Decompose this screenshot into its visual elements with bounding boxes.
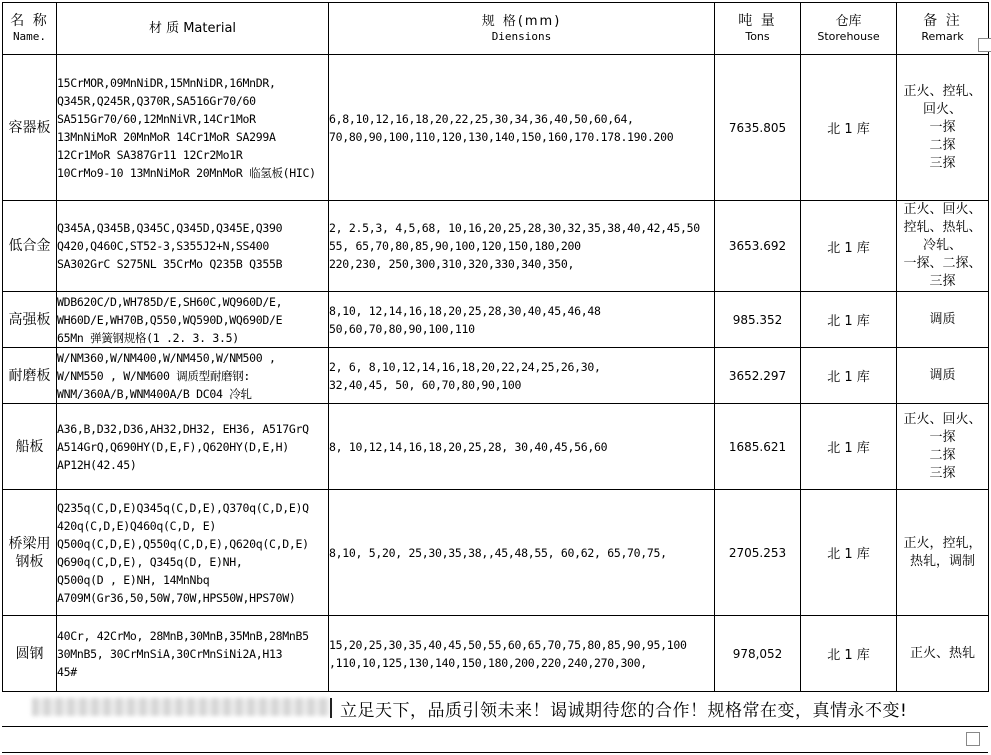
header-store-zh: 仓库 — [835, 13, 862, 29]
material-cell-line: Q235q(C,D,E)Q345q(C,D,E),Q370q(C,D,E)Q — [57, 500, 309, 515]
remark-cell-line: 三探 — [929, 465, 956, 481]
material-cell-line: 40Cr, 42CrMo, 28MnB,30MnB,35MnB,28MnB5 — [57, 628, 309, 643]
material-cell — [57, 348, 329, 404]
material-cell — [57, 490, 329, 616]
remark-cell-line: 正火、控轧、 — [903, 83, 982, 99]
header-remark-zh: 备 注 — [923, 12, 962, 29]
store-cell-value: 北 1 库 — [827, 648, 870, 663]
product-name — [3, 55, 57, 201]
material-cell-line: 30MnB5, 30CrMnSiA,30CrMnSiNi2A,H13 — [57, 646, 283, 661]
material-cell-line: 65Mn 弹簧钢规格(1 .2. 3. 3.5) — [57, 330, 239, 345]
material-cell-line: SA302GrC S275NL 35CrMo Q235B Q355B — [57, 257, 283, 271]
tons-cell — [715, 616, 801, 692]
remark-cell — [897, 55, 989, 201]
remark-cell-line: 正火、回火、 — [903, 202, 982, 217]
product-name — [3, 404, 57, 490]
spec-cell — [329, 55, 715, 201]
spec-cell-line: 6,8,10,12,16,18,20,22,25,30,34,36,40,50,60,64, — [329, 111, 634, 126]
table-row — [3, 348, 989, 404]
redacted-edge — [330, 698, 332, 718]
remark-cell-line: 一探、二探、 — [903, 256, 982, 271]
corner-marker-top — [978, 38, 991, 52]
table-row — [3, 404, 989, 490]
spec-cell-line: 8,10, 12,14,16,18,20,25,28,30,40,45,46,48 — [329, 303, 601, 318]
header-name — [3, 3, 57, 55]
tons-cell-value: 3653.692 — [728, 239, 787, 253]
product-name-line: 桥梁用 — [8, 535, 51, 552]
material-cell-line: Q500q(C,D,E),Q550q(C,D,E),Q620q(C,D,E) — [57, 536, 309, 551]
store-cell-value: 北 1 库 — [827, 122, 870, 137]
material-cell-line: 12Cr1MoR SA387Gr11 12Cr2Mo1R — [57, 147, 243, 162]
remark-cell-line: 正火、回火、 — [903, 411, 982, 427]
product-name — [3, 348, 57, 404]
product-name-line: 高强板 — [8, 311, 51, 328]
product-name-line: 低合金 — [8, 238, 51, 254]
table-body — [3, 55, 989, 692]
material-cell — [57, 404, 329, 490]
header-store-en: Storehouse — [817, 29, 880, 43]
remark-cell — [897, 201, 989, 292]
remark-cell-line: 二探 — [929, 137, 956, 153]
header-material — [57, 3, 329, 55]
material-cell-line: WNM/360A/B,WNM400A/B DC04 冷轧 — [57, 386, 252, 401]
table-row — [3, 292, 989, 348]
material-cell — [57, 616, 329, 692]
table-row — [3, 490, 989, 616]
header-material-label: 材 质 Material — [148, 21, 237, 36]
material-cell-line: A514GrQ,Q690HY(D,E,F),Q620HY(D,E,H) — [57, 439, 289, 454]
material-cell — [57, 55, 329, 201]
product-name — [3, 292, 57, 348]
material-cell-line: W/NM360,W/NM400,W/NM450,W/NM500 , — [57, 350, 276, 365]
product-name-line: 耐磨板 — [8, 367, 51, 384]
header-tons — [715, 3, 801, 55]
material-cell-line: 420q(C,D,E)Q460q(C,D, E) — [57, 518, 216, 533]
store-cell — [801, 616, 897, 692]
remark-cell-line: 正火，控轧， — [903, 535, 982, 551]
tons-cell-value: 2705.253 — [728, 545, 787, 560]
store-cell — [801, 55, 897, 201]
store-cell-value: 北 1 库 — [827, 240, 870, 256]
remark-cell-line: 三探 — [929, 274, 956, 289]
store-cell — [801, 201, 897, 292]
store-cell-value: 北 1 库 — [827, 370, 870, 385]
material-cell-line: A36,B,D32,D36,AH32,DH32, EH36, A517GrQ — [57, 421, 309, 436]
tons-cell-value: 985.352 — [732, 312, 783, 327]
spec-cell-line: 2, 2.5,3, 4,5,68, 10,16,20,25,28,30,32,35,38,40,42,45,50 — [329, 221, 700, 235]
spec-cell — [329, 201, 715, 292]
corner-marker-bottom — [966, 732, 980, 746]
header-tons-en: Tons — [745, 29, 770, 43]
material-cell-line: A709M(Gr36,50,50W,70W,HPS50W,HPS70W) — [57, 590, 296, 605]
spec-cell-line: 8, 10,12,14,16,18,20,25,28, 30,40,45,56,60 — [329, 439, 608, 454]
material-cell-line: Q690q(C,D,E), Q345q(D, E)NH, — [57, 554, 243, 569]
header-spec — [329, 3, 715, 55]
product-name-line: 船板 — [15, 438, 44, 455]
remark-cell-line: 调质 — [929, 367, 956, 383]
remark-cell-line: 调质 — [929, 311, 956, 327]
remark-cell — [897, 490, 989, 616]
tons-cell-value: 3652.297 — [728, 368, 787, 383]
table-row — [3, 201, 989, 292]
tons-cell — [715, 55, 801, 201]
material-cell-line: AP12H(42.45) — [57, 457, 137, 472]
tons-cell-value: 7635.805 — [728, 120, 787, 135]
material-table — [2, 2, 989, 692]
material-cell — [57, 292, 329, 348]
remark-cell — [897, 404, 989, 490]
header-name-zh: 名 称 — [10, 12, 49, 29]
store-cell-value: 北 1 库 — [827, 441, 870, 456]
remark-cell — [897, 616, 989, 692]
tons-cell — [715, 490, 801, 616]
material-cell-line: 13MnNiMoR 20MnMoR 14Cr1MoR SA299A — [57, 129, 276, 144]
material-cell — [57, 201, 329, 292]
spec-cell-line: 220,230, 250,300,310,320,330,340,350, — [329, 257, 575, 271]
spec-cell-line: 8,10, 5,20, 25,30,35,38,,45,48,55, 60,62, 65,70,75, — [329, 545, 667, 560]
spec-cell-line: 2, 6, 8,10,12,14,16,18,20,22,24,25,26,30, — [329, 359, 601, 374]
spec-cell — [329, 404, 715, 490]
material-cell-line: 10CrMo9-10 13MnNiMoR 20MnMoR 临氢板(HIC) — [57, 165, 316, 180]
spec-cell — [329, 490, 715, 616]
material-cell-line: W/NM550 , W/NM600 调质型耐磨钢: — [57, 368, 251, 383]
store-cell — [801, 292, 897, 348]
tons-cell — [715, 404, 801, 490]
spec-cell — [329, 616, 715, 692]
material-cell-line: WH60D/E,WH70B,Q550,WQ590D,WQ690D/E — [57, 312, 283, 327]
tons-cell-value: 1685.621 — [728, 439, 787, 454]
spec-cell-line: 55, 65,70,80,85,90,100,120,150,180,200 — [329, 239, 581, 253]
footer-slogan: 立足天下，品质引领未来！谒诚期待您的合作！规格常在变，真情永不变! — [340, 701, 908, 721]
header-tons-zh: 吨 量 — [738, 12, 777, 29]
header-spec-zh: 规 格(mm) — [481, 13, 562, 29]
remark-cell-line: 回火、 — [922, 101, 962, 117]
material-cell-line: SA515Gr70/60,12MnNiVR,14Cr1MoR — [57, 111, 256, 126]
spec-cell-line: 32,40,45, 50, 60,70,80,90,100 — [329, 377, 522, 392]
spec-cell-line: 15,20,25,30,35,40,45,50,55,60,65,70,75,80,85,90,95,100 — [329, 637, 687, 652]
table-row — [3, 616, 989, 692]
spec-cell-line: 70,80,90,100,110,120,130,140,150,160,170.178.190.200 — [329, 129, 674, 144]
remark-cell-line: 一探 — [929, 429, 956, 445]
store-cell — [801, 348, 897, 404]
header-row — [3, 3, 989, 55]
remark-cell — [897, 348, 989, 404]
material-cell-line: Q345A,Q345B,Q345C,Q345D,Q345E,Q390 — [57, 221, 283, 235]
store-cell — [801, 490, 897, 616]
store-cell-value: 北 1 库 — [827, 314, 870, 329]
store-cell-value: 北 1 库 — [827, 547, 870, 562]
spec-cell — [329, 292, 715, 348]
spec-cell-line: 50,60,70,80,90,100,110 — [329, 321, 475, 336]
header-remark-en: Remark — [921, 29, 964, 43]
remark-cell-line: 冷轧、 — [922, 238, 962, 253]
remark-cell-line: 控轧、热轧、 — [903, 220, 982, 235]
remark-cell — [897, 292, 989, 348]
remark-cell-line: 正火、热轧 — [909, 645, 975, 661]
bottom-border — [2, 752, 988, 753]
remark-cell-line: 二探 — [929, 447, 956, 463]
table-row — [3, 55, 989, 201]
material-cell-line: Q500q(D , E)NH, 14MnNbq — [57, 572, 210, 587]
tons-cell — [715, 348, 801, 404]
material-cell-line: WDB620C/D,WH785D/E,SH60C,WQ960D/E, — [57, 294, 283, 309]
store-cell — [801, 404, 897, 490]
material-cell-line: Q420,Q460C,ST52-3,S355J2+N,SS400 — [57, 239, 269, 253]
remark-cell-line: 一探 — [929, 119, 956, 135]
footer-band — [2, 690, 988, 727]
tons-cell-value: 978,052 — [732, 646, 783, 661]
product-name-line: 钢板 — [15, 553, 44, 570]
tons-cell — [715, 292, 801, 348]
remark-cell-line: 热轧，调制 — [909, 553, 975, 569]
header-name-en: Name. — [12, 29, 47, 43]
product-name — [3, 616, 57, 692]
header-store — [801, 3, 897, 55]
product-name-line: 容器板 — [8, 119, 51, 136]
material-cell-line: 15CrMOR,09MnNiDR,15MnNiDR,16MnDR, — [57, 75, 276, 90]
material-cell-line: 45# — [57, 664, 77, 679]
remark-cell-line: 三探 — [929, 155, 956, 171]
spec-cell-line: ,110,10,125,130,140,150,180,200,220,240,270,300, — [329, 655, 647, 670]
product-name-line: 圆钢 — [15, 645, 44, 662]
header-spec-en: Diensions — [491, 29, 552, 43]
header-remark — [897, 3, 989, 55]
redacted-contact — [32, 698, 330, 716]
product-name — [3, 201, 57, 292]
product-name — [3, 490, 57, 616]
spec-cell — [329, 348, 715, 404]
tons-cell — [715, 201, 801, 292]
material-cell-line: Q345R,Q245R,Q370R,SA516Gr70/60 — [57, 93, 256, 108]
